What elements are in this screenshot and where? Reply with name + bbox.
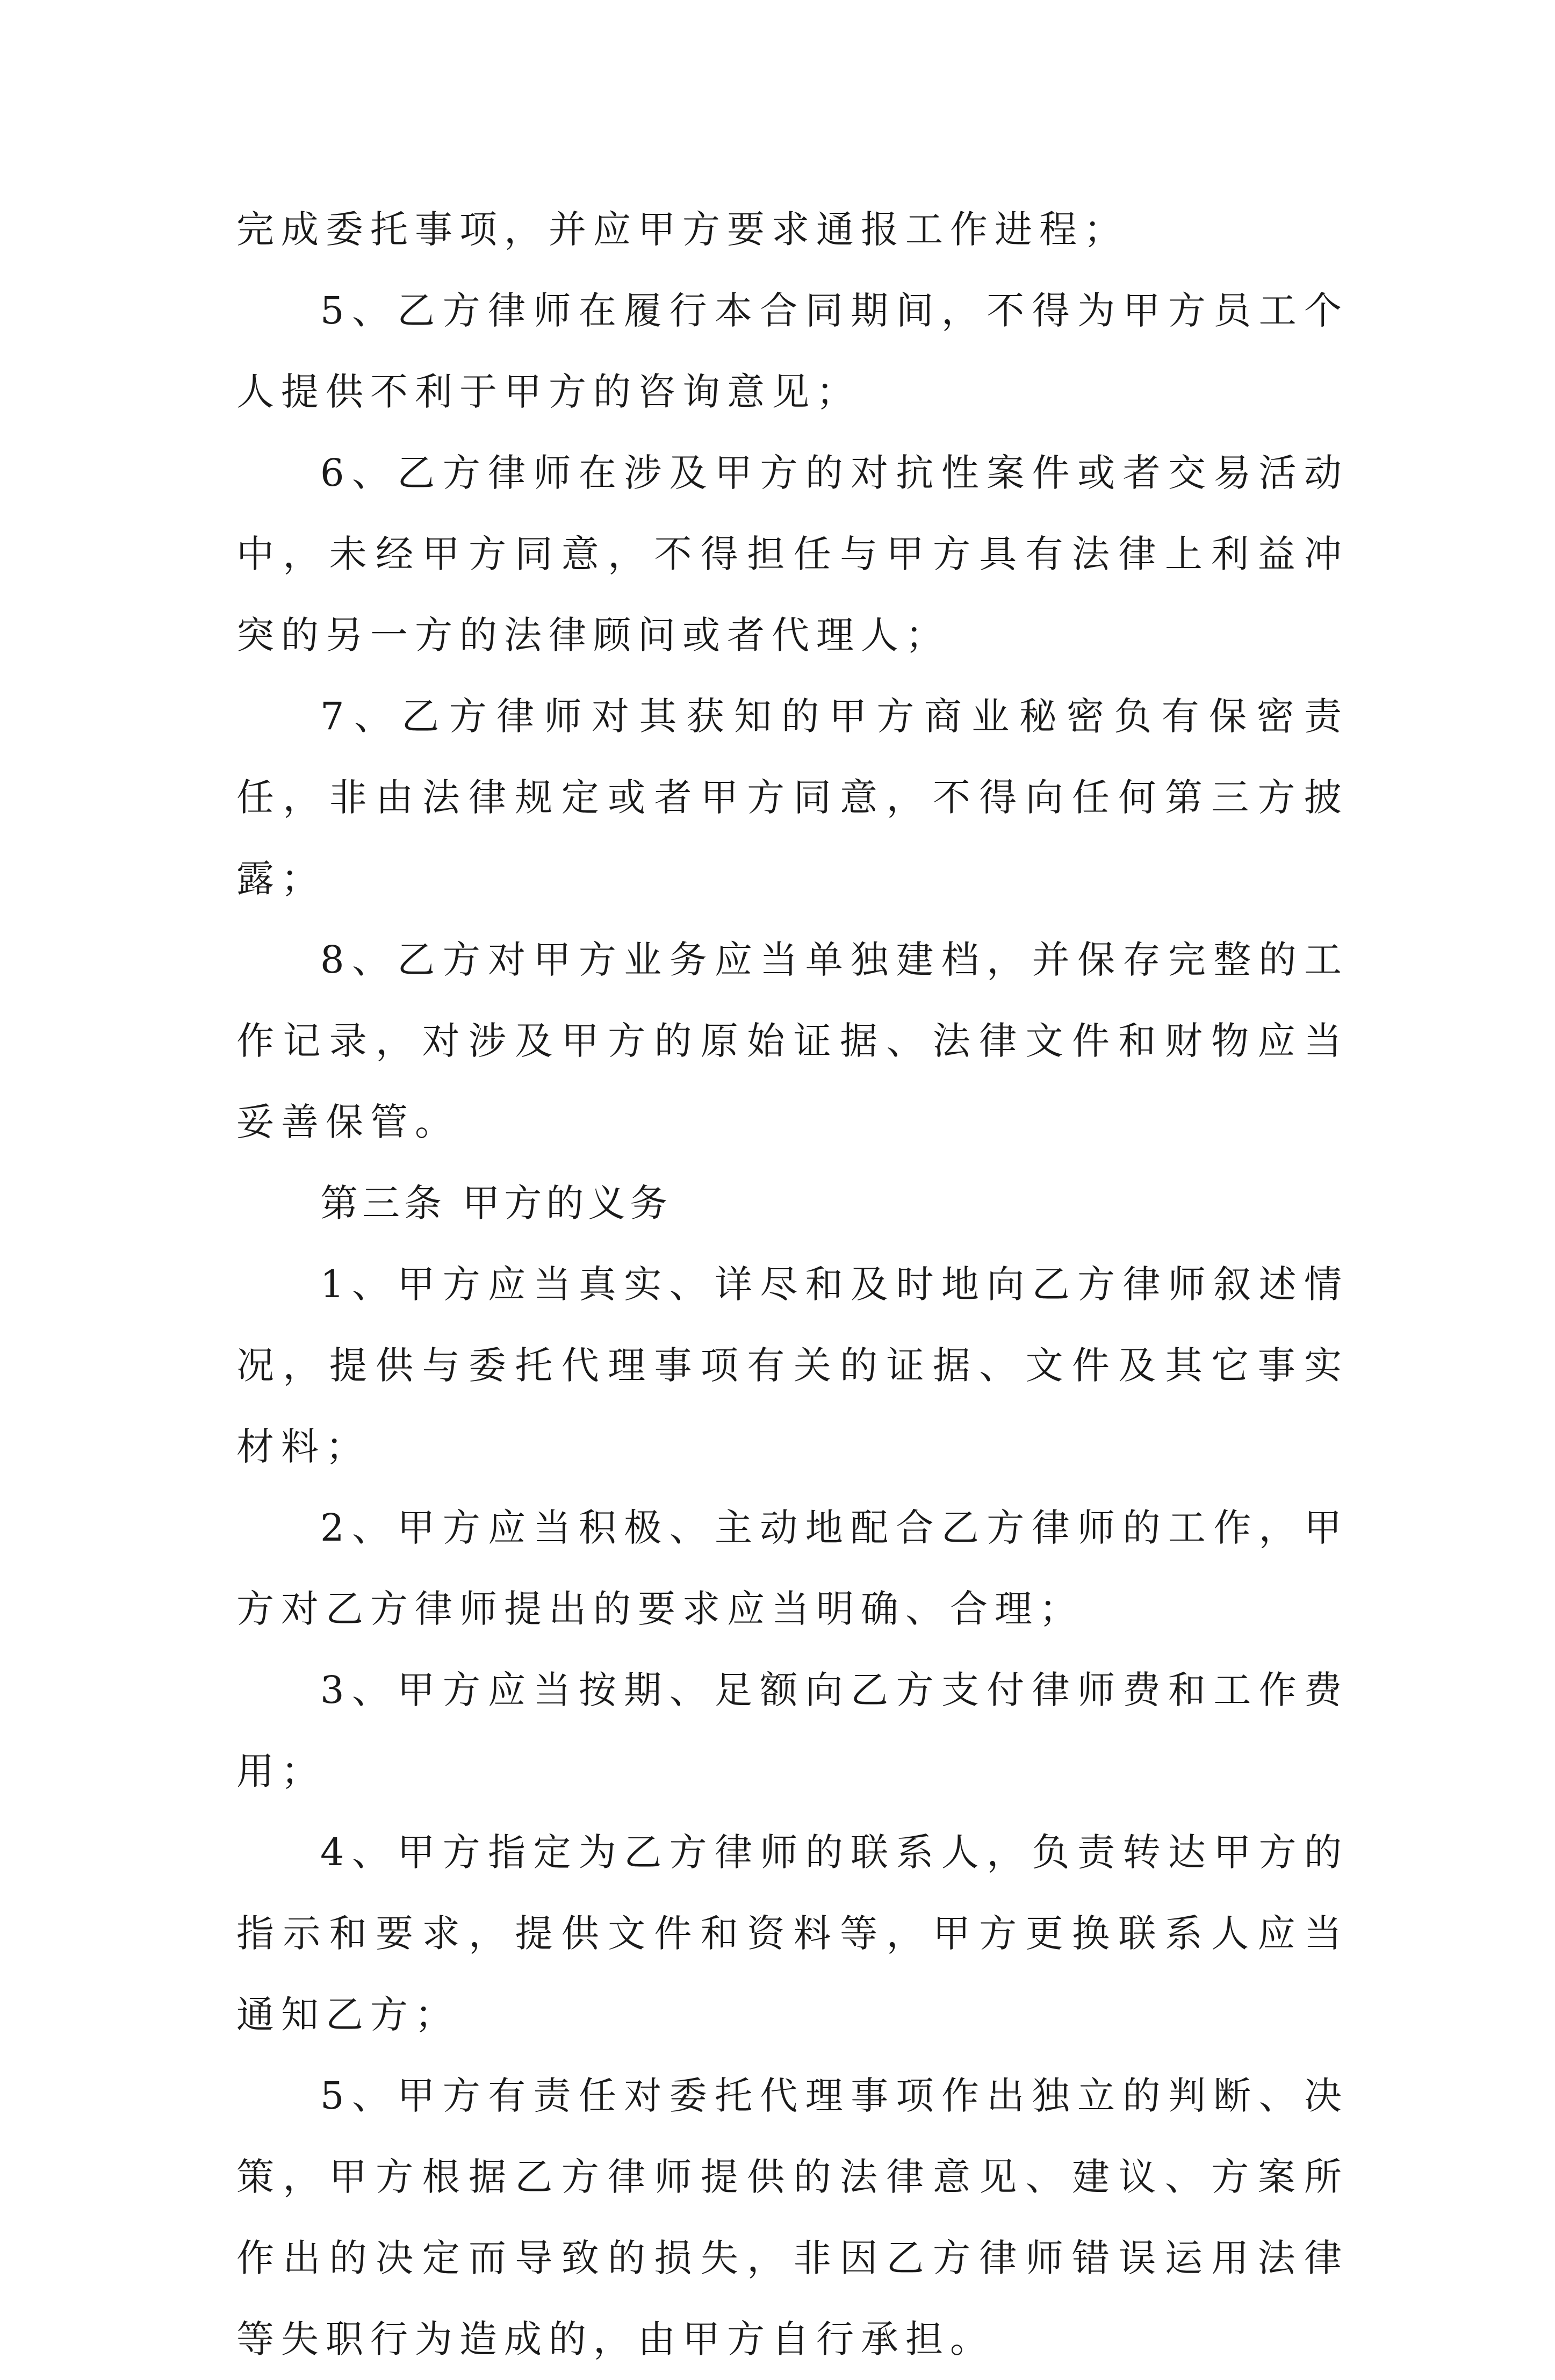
paragraph-clause-4-client: 4、甲方指定为乙方律师的联系人，负责转达甲方的指示和要求，提供文件和资料等，甲方更换联系人应当通知乙方； xyxy=(236,1830,1349,2037)
paragraph-clause-7-lawyer: 7、乙方律师对其获知的甲方商业秘密负有保密责任，非由法律规定或者甲方同意，不得向任何第三方披露； xyxy=(236,694,1349,901)
paragraph-clause-6-lawyer: 6、乙方律师在涉及甲方的对抗性案件或者交易活动中，未经甲方同意，不得担任与甲方具有法律上利益冲突的另一方的法律顾问或者代理人； xyxy=(236,451,1349,657)
document-body xyxy=(236,189,1349,2380)
paragraph-continuation: 完成委托事项，并应甲方要求通报工作进程； xyxy=(236,207,1128,251)
paragraph-clause-2-client: 2、甲方应当积极、主动地配合乙方律师的工作，甲方对乙方律师提出的要求应当明确、合理； xyxy=(236,1506,1349,1631)
paragraph-clause-5-client: 5、甲方有责任对委托代理事项作出独立的判断、决策，甲方根据乙方律师提供的法律意见、建议、方案所作出的决定而导致的损失，非因乙方律师错误运用法律等失职行为造成的，由甲方自行承担。 xyxy=(236,2074,1349,2361)
paragraph-clause-1-client: 1、甲方应当真实、详尽和及时地向乙方律师叙述情况，提供与委托代理事项有关的证据、文件及其它事实材料； xyxy=(236,1262,1349,1469)
paragraph-clause-8-lawyer: 8、乙方对甲方业务应当单独建档，并保存完整的工作记录，对涉及甲方的原始证据、法律文件和财物应当妥善保管。 xyxy=(236,938,1349,1144)
section-heading-article-3: 第三条 甲方的义务 xyxy=(320,1181,672,1225)
paragraph-clause-3-client: 3、甲方应当按期、足额向乙方支付律师费和工作费用； xyxy=(236,1668,1349,1793)
paragraph-clause-5-lawyer: 5、乙方律师在履行本合同期间，不得为甲方员工个人提供不利于甲方的咨询意见； xyxy=(236,289,1349,414)
